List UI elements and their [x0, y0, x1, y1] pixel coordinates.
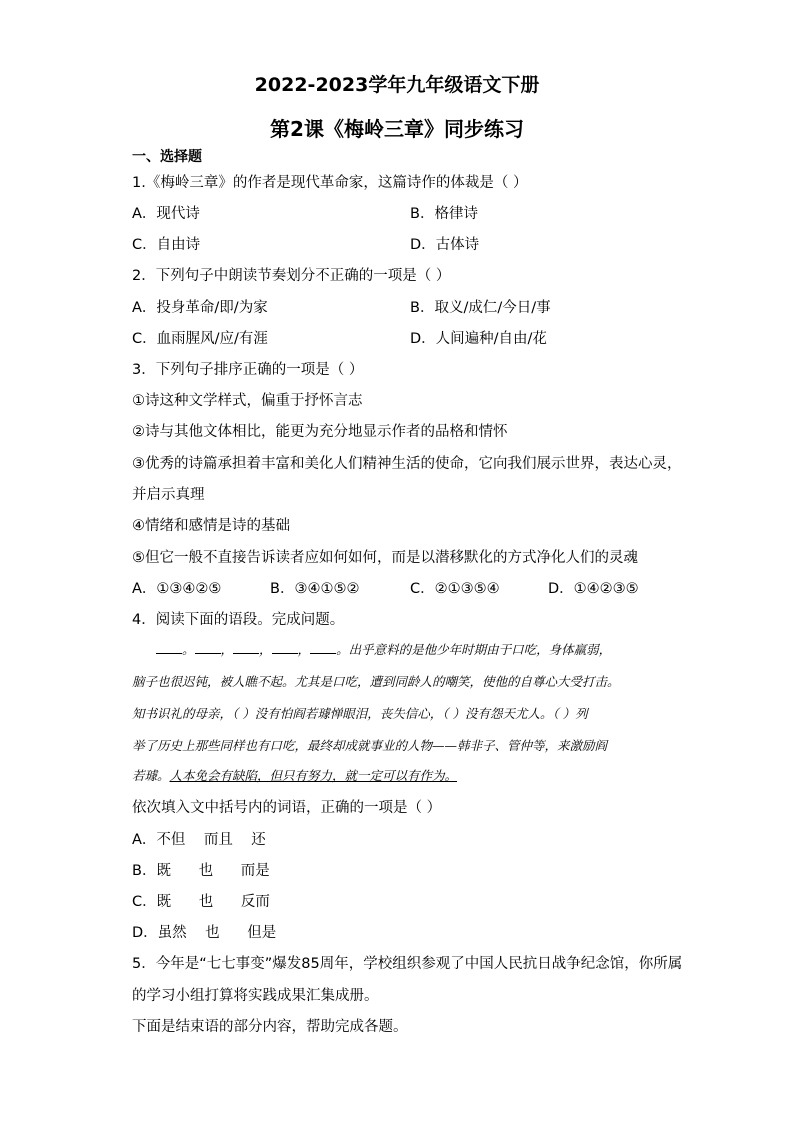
q3-stem: 3．下列句子排序正确的一项是（ ） [132, 362, 364, 378]
blank [272, 641, 298, 654]
q4-option-c: C．既 也 反而 [132, 894, 270, 910]
q3-option-c: C．②①③⑤④ [410, 581, 500, 597]
q1-option-c: C．自由诗 [132, 237, 201, 253]
q4-passage-line-3: 知书识礼的母亲，（ ）没有怕阎若璩惮眼泪，丧失信心，（ ）没有怨天尤人。（ ）列 [132, 706, 588, 721]
doc-title-lesson: 第2课《梅岭三章》同步练习 [270, 117, 524, 141]
q4-passage-line-5 [132, 766, 662, 784]
q5-stem-line-3: 下面是结束语的部分内容，帮助完成各题。 [132, 1019, 408, 1035]
doc-title-year: 2022-2023学年九年级语文下册 [254, 74, 540, 96]
blank [233, 641, 259, 654]
q1-option-b: B．格律诗 [410, 206, 478, 222]
q3-option-a: A．①③④②⑤ [132, 581, 222, 597]
q5-stem-line-1: 5．今年是“七七事变”爆发85周年，学校组织参观了中国人民抗日战争纪念馆，你所属 [132, 956, 683, 972]
q3-option-b: B．③④①⑤② [270, 581, 360, 597]
q4-passage-line-1: 。 ， ， ， 。出乎意料的是他少年时期由于口吃，身体羸弱， [132, 640, 662, 658]
q3-sentence-3-cont: 并启示真理 [132, 487, 205, 503]
q4-passage-line-1-text: 。出乎意料的是他少年时期由于口吃，身体羸弱， [336, 642, 612, 657]
q4-passage-line-2: 脑子也很迟钝，被人瞧不起。尤其是口吃，遭到同龄人的嘲笑，使他的自尊心大受打击。 [132, 674, 620, 689]
q3-sentence-1: ①诗这种文学样式，偏重于抒怀言志 [132, 393, 363, 409]
q1-option-a: A．现代诗 [132, 206, 200, 222]
q4-option-d: D．虽然 也 但是 [132, 925, 277, 941]
q2-stem: 2．下列句子中朗读节奏划分不正确的一项是（ ） [132, 268, 451, 284]
q3-sentence-2: ②诗与其他文体相比，能更为充分地显示作者的品格和情怀 [132, 424, 508, 440]
q2-option-a: A．投身革命/即/为家 [132, 300, 268, 316]
blank [310, 641, 336, 654]
section-heading: 一、选择题 [132, 149, 202, 165]
q4-underlined-sentence: 人本免会有缺陷，但只有努力，就一定可以有作为。 [169, 768, 458, 783]
q4-question: 依次填入文中括号内的词语，正确的一项是（ ） [132, 800, 442, 816]
q2-option-c: C．血雨腥风/应/有涯 [132, 331, 268, 347]
q3-sentence-5: ⑤但它一般不直接告诉读者应如何如何，而是以潜移默化的方式净化人们的灵魂 [132, 550, 638, 566]
q2-option-b: B．取义/成仁/今日/事 [410, 300, 551, 316]
q4-passage-line-5-start: 若璩。 [132, 768, 170, 783]
q5-stem-line-2: 的学习小组打算将实践成果汇集成册。 [132, 988, 379, 1004]
q3-option-d: D．①④②③⑤ [548, 581, 639, 597]
q4-stem: 4．阅读下面的语段。完成问题。 [132, 612, 345, 628]
q4-option-a: A．不但 而且 还 [132, 832, 266, 848]
blank [195, 641, 221, 654]
q1-option-d: D．古体诗 [410, 237, 480, 253]
q4-passage-line-4: 举了历史上那些同样也有口吃，最终却成就事业的人物——韩非子、管仲等，来激励阎 [132, 738, 608, 753]
blank [156, 641, 182, 654]
q3-sentence-3: ③优秀的诗篇承担着丰富和美化人们精神生活的使命，它向我们展示世界，表达心灵， [132, 456, 682, 472]
q1-stem: 1.《梅岭三章》的作者是现代革命家，这篇诗作的体裁是（ ） [132, 175, 528, 191]
q3-sentence-4: ④情绪和感情是诗的基础 [132, 518, 290, 534]
q4-option-b: B．既 也 而是 [132, 863, 270, 879]
q2-option-d: D．人间遍种/自由/花 [410, 331, 547, 347]
